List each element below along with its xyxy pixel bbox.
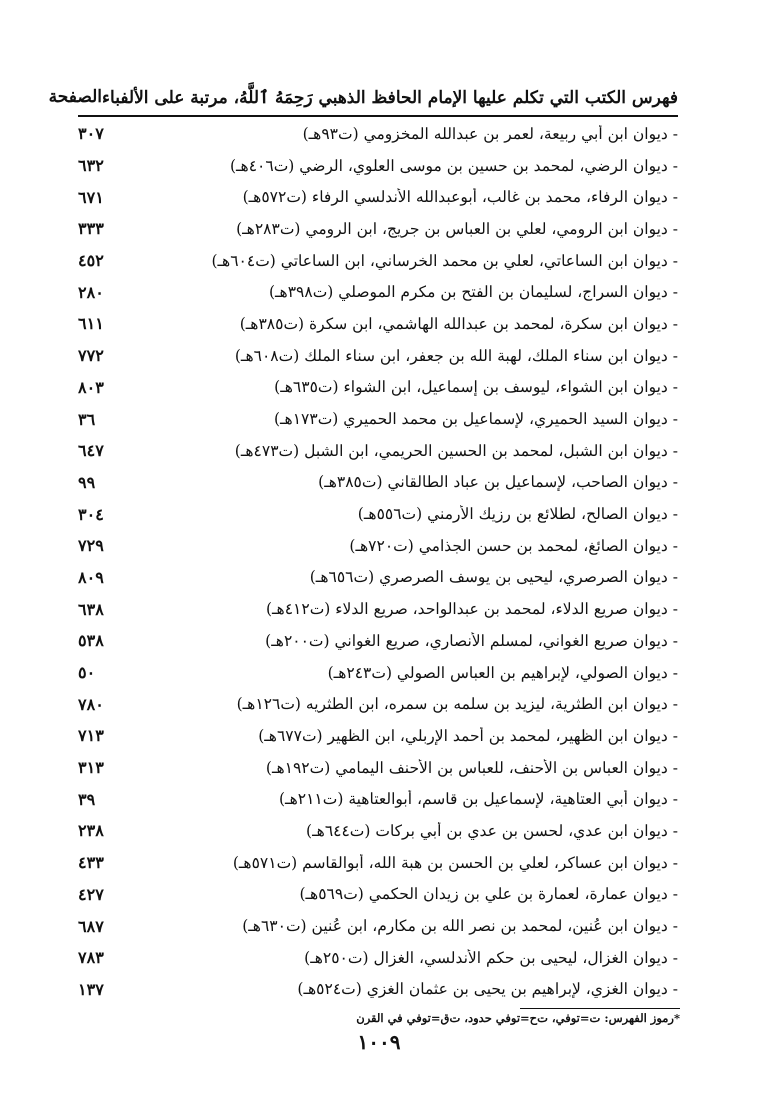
entry-page-number: ٧٨٣ bbox=[78, 948, 104, 968]
entry-page-number: ٦٣٨ bbox=[78, 599, 104, 619]
entry-title: - ديوان ابن عساكر، لعلي بن الحسن بن هبة الله، أبوالقاسم (ت٥٧١هـ) bbox=[232, 853, 678, 872]
entry-title: - ديوان الصولي، لإبراهيم بن العباس الصولي (ت٢٤٣هـ) bbox=[327, 663, 678, 682]
entry-page-number: ٩٩ bbox=[78, 472, 96, 492]
entry-title: - ديوان عمارة، لعمارة بن علي بن زيدان الحكمي (ت٥٦٩هـ) bbox=[299, 885, 678, 904]
entry-page-number: ٥٠ bbox=[78, 663, 96, 683]
page-header bbox=[48, 82, 678, 112]
index-entry-row bbox=[78, 308, 678, 340]
index-entry-row bbox=[78, 752, 678, 784]
entry-title: - ديوان أبي العتاهية، لإسماعيل بن قاسم، أبوالعتاهية (ت٢١١هـ) bbox=[279, 790, 678, 809]
entry-title: - ديوان الصرصري، ليحيى بن يوسف الصرصري (ت٦٥٦هـ) bbox=[309, 568, 678, 587]
entry-title: - ديوان السراج، لسليمان بن الفتح بن مكرم الموصلي (ت٣٩٨هـ) bbox=[268, 283, 678, 302]
entry-title: - ديوان الغزي، لإبراهيم بن يحيى بن عثمان الغزي (ت٥٢٤هـ) bbox=[297, 980, 678, 999]
page-column-heading: الصفحة bbox=[48, 87, 103, 107]
entry-title: - ديوان الرفاء، محمد بن غالب، أبوعبدالله الأندلسي الرفاء (ت٥٧٢هـ) bbox=[242, 188, 678, 207]
index-entry-row bbox=[78, 467, 678, 499]
entry-page-number: ٣٠٤ bbox=[78, 504, 104, 524]
footnote-divider bbox=[520, 1008, 680, 1009]
entry-page-number: ٨٠٩ bbox=[78, 567, 104, 587]
index-entries bbox=[78, 118, 678, 1005]
entry-page-number: ٦٨٧ bbox=[78, 916, 104, 936]
entry-page-number: ٦٧١ bbox=[78, 187, 104, 207]
index-entry-row bbox=[78, 435, 678, 467]
index-entry-row bbox=[78, 372, 678, 404]
entry-page-number: ٦٤٧ bbox=[78, 441, 104, 461]
entry-title: - ديوان ابن الشبل، لمحمد بن الحسين الحريمي، ابن الشبل (ت٤٧٣هـ) bbox=[234, 441, 678, 460]
index-entry-row bbox=[78, 403, 678, 435]
entry-page-number: ٦٣٢ bbox=[78, 156, 104, 176]
header-divider bbox=[78, 115, 678, 117]
entry-page-number: ٤٢٧ bbox=[78, 884, 104, 904]
entry-title: - ديوان ابن عُنين، لمحمد بن نصر الله بن مكارم، ابن عُنين (ت٦٣٠هـ) bbox=[242, 917, 678, 936]
entry-title: - ديوان الصاحب، لإسماعيل بن عباد الطالقاني (ت٣٨٥هـ) bbox=[318, 473, 678, 492]
entry-title: - ديوان ابن الشواء، ليوسف بن إسماعيل، ابن الشواء (ت٦٣٥هـ) bbox=[274, 378, 678, 397]
index-entry-row bbox=[78, 245, 678, 277]
entry-title: - ديوان ابن الطثرية، ليزيد بن سلمه بن سمره، ابن الطثريه (ت١٢٦هـ) bbox=[236, 695, 678, 714]
index-entry-row bbox=[78, 688, 678, 720]
index-entry-row bbox=[78, 530, 678, 562]
index-entry-row bbox=[78, 942, 678, 974]
index-entry-row bbox=[78, 118, 678, 150]
index-entry-row bbox=[78, 783, 678, 815]
entry-page-number: ٥٣٨ bbox=[78, 631, 104, 651]
entry-page-number: ٤٣٣ bbox=[78, 853, 104, 873]
entry-page-number: ٨٠٣ bbox=[78, 377, 104, 397]
entry-title: - ديوان ابن الساعاتي، لعلي بن محمد الخرساني، ابن الساعاتي (ت٦٠٤هـ) bbox=[211, 251, 678, 270]
entry-title: - ديوان الصالح، لطلائع بن رزيك الأرمني (ت٥٥٦هـ) bbox=[357, 505, 678, 524]
index-entry-row bbox=[78, 213, 678, 245]
footnote: *رموز الفهرس: ت=توفي، ت‌ح=توفي حدود، ت‌ق=توفي في القرن bbox=[356, 1011, 680, 1025]
entry-page-number: ٧٨٠ bbox=[78, 694, 104, 714]
entry-title: - ديوان ابن عدي، لحسن بن عدي بن أبي بركات (ت٦٤٤هـ) bbox=[306, 821, 678, 840]
entry-page-number: ٧٢٩ bbox=[78, 536, 104, 556]
entry-title: - ديوان صريع الغواني، لمسلم الأنصاري، صريع الغواني (ت٢٠٠هـ) bbox=[265, 631, 678, 650]
index-entry-row bbox=[78, 340, 678, 372]
entry-page-number: ١٣٧ bbox=[78, 979, 104, 999]
index-entry-row bbox=[78, 720, 678, 752]
entry-title: - ديوان ابن سناء الملك، لهبة الله بن جعفر، ابن سناء الملك (ت٦٠٨هـ) bbox=[234, 346, 678, 365]
entry-title: - ديوان صريع الدلاء، لمحمد بن عبدالواحد، صريع الدلاء (ت٤١٢هـ) bbox=[265, 600, 678, 619]
entry-page-number: ٢٨٠ bbox=[78, 282, 104, 302]
index-entry-row bbox=[78, 593, 678, 625]
entry-title: - ديوان ابن الظهير، لمحمد بن أحمد الإربلي، ابن الظهير (ت٦٧٧هـ) bbox=[258, 726, 678, 745]
entry-title: - ديوان الرضي، لمحمد بن حسين بن موسى العلوي، الرضي (ت٤٠٦هـ) bbox=[229, 156, 678, 175]
entry-page-number: ٧٧٢ bbox=[78, 346, 104, 366]
entry-title: - ديوان ابن أبي ربيعة، لعمر بن عبدالله المخزومي (ت٩٣هـ) bbox=[302, 124, 678, 143]
entry-page-number: ٧١٣ bbox=[78, 726, 104, 746]
index-entry-row bbox=[78, 625, 678, 657]
index-entry-row bbox=[78, 562, 678, 594]
index-entry-row bbox=[78, 150, 678, 182]
entry-title: - ديوان العباس بن الأحنف، للعباس بن الأحنف اليمامي (ت١٩٢هـ) bbox=[265, 758, 678, 777]
index-entry-row bbox=[78, 498, 678, 530]
index-entry-row bbox=[78, 657, 678, 689]
index-entry-row bbox=[78, 910, 678, 942]
page-number: ١٠٠٩ bbox=[357, 1030, 401, 1054]
entry-page-number: ٣١٣ bbox=[78, 758, 104, 778]
index-entry-row bbox=[78, 974, 678, 1006]
entry-title: - ديوان الغزال، ليحيى بن حكم الأندلسي، الغزال (ت٢٥٠هـ) bbox=[304, 948, 678, 967]
entry-title: - ديوان الصائغ، لمحمد بن حسن الجذامي (ت٧٢٠هـ) bbox=[349, 536, 678, 555]
index-entry-row bbox=[78, 276, 678, 308]
index-entry-row bbox=[78, 847, 678, 879]
entry-title: - ديوان ابن سكرة، لمحمد بن عبدالله الهاشمي، ابن سكرة (ت٣٨٥هـ) bbox=[239, 314, 678, 333]
entry-page-number: ٣٦ bbox=[78, 409, 96, 429]
entry-page-number: ٣٩ bbox=[78, 789, 96, 809]
entry-page-number: ٣٠٧ bbox=[78, 124, 104, 144]
header-title: فهرس الكتب التي تكلم عليها الإمام الحافظ الذهبي رَحِمَهُ ٱللَّهُ، مرتبة على الألفباء bbox=[102, 87, 678, 108]
entry-page-number: ٤٥٢ bbox=[78, 251, 104, 271]
entry-title: - ديوان السيد الحميري، لإسماعيل بن محمد الحميري (ت١٧٣هـ) bbox=[273, 410, 678, 429]
index-entry-row bbox=[78, 879, 678, 911]
index-entry-row bbox=[78, 181, 678, 213]
entry-page-number: ٣٣٣ bbox=[78, 219, 104, 239]
entry-page-number: ٢٣٨ bbox=[78, 821, 104, 841]
entry-title: - ديوان ابن الرومي، لعلي بن العباس بن جريج، ابن الرومي (ت٢٨٣هـ) bbox=[236, 219, 678, 238]
entry-page-number: ٦١١ bbox=[78, 314, 104, 334]
index-entry-row bbox=[78, 815, 678, 847]
